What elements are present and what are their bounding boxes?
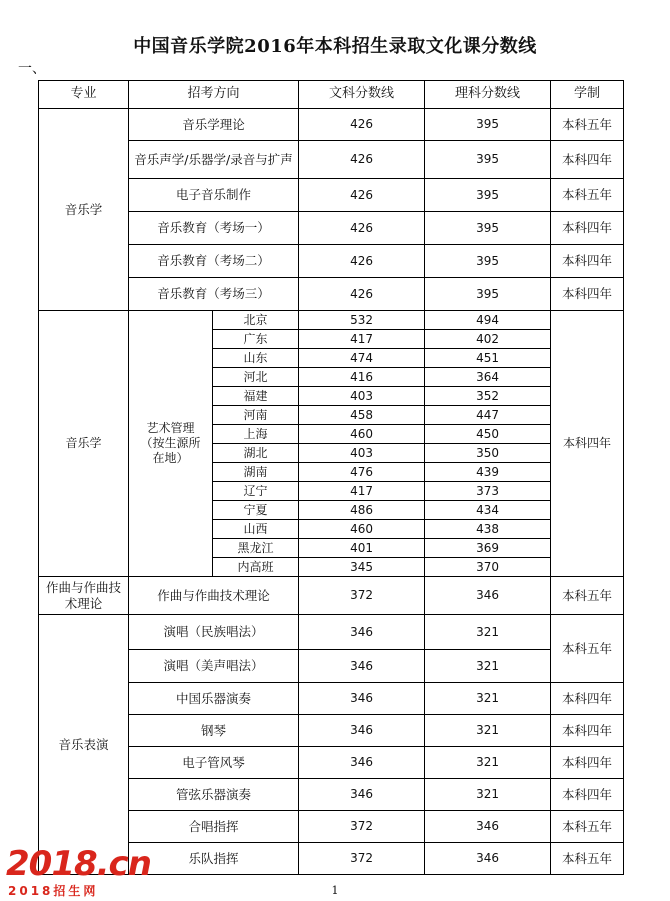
duration-cell: 本科五年 (551, 843, 624, 875)
table-row (39, 577, 624, 615)
science-score-cell: 395 (425, 141, 551, 179)
science-score-cell: 451 (425, 349, 551, 368)
direction-cell: 作曲与作曲技术理论 (129, 577, 299, 615)
science-score-cell: 321 (425, 615, 551, 650)
arts-score-cell: 417 (299, 330, 425, 349)
arts-score-cell: 426 (299, 141, 425, 179)
arts-score-cell: 426 (299, 179, 425, 212)
province-cell: 黑龙江 (213, 539, 299, 558)
direction-cell: 音乐教育（考场三） (129, 278, 299, 311)
direction-cell: 演唱（美声唱法） (129, 650, 299, 683)
province-cell: 广东 (213, 330, 299, 349)
science-score-cell: 450 (425, 425, 551, 444)
header-duration: 学制 (551, 81, 624, 109)
arts-score-cell: 426 (299, 212, 425, 245)
duration-cell: 本科五年 (551, 811, 624, 843)
science-score-cell: 395 (425, 278, 551, 311)
direction-cell: 中国乐器演奏 (129, 683, 299, 715)
arts-score-cell: 476 (299, 463, 425, 482)
science-score-cell: 321 (425, 683, 551, 715)
duration-cell: 本科四年 (551, 311, 624, 577)
arts-score-cell: 346 (299, 715, 425, 747)
direction-cell: 合唱指挥 (129, 811, 299, 843)
province-cell: 湖北 (213, 444, 299, 463)
science-score-cell: 346 (425, 811, 551, 843)
duration-cell: 本科四年 (551, 212, 624, 245)
arts-score-cell: 372 (299, 811, 425, 843)
arts-score-cell: 346 (299, 650, 425, 683)
direction-cell: 音乐教育（考场二） (129, 245, 299, 278)
science-score-cell: 434 (425, 501, 551, 520)
arts-score-cell: 460 (299, 425, 425, 444)
province-cell: 河北 (213, 368, 299, 387)
major-cell: 音乐学 (39, 311, 129, 577)
province-cell: 湖南 (213, 463, 299, 482)
direction-cell: 乐队指挥 (129, 843, 299, 875)
arts-score-cell: 346 (299, 779, 425, 811)
table-row (39, 615, 624, 650)
direction-cell: 演唱（民族唱法） (129, 615, 299, 650)
duration-cell: 本科四年 (551, 683, 624, 715)
province-cell: 山西 (213, 520, 299, 539)
table-row (39, 311, 624, 330)
duration-cell: 本科五年 (551, 615, 624, 683)
major-cell: 音乐表演 (39, 615, 129, 875)
science-score-cell: 447 (425, 406, 551, 425)
watermark-sub-text: 2018招生网 (8, 884, 99, 898)
direction-cell: 音乐学理论 (129, 109, 299, 141)
province-cell: 山东 (213, 349, 299, 368)
arts-score-cell: 426 (299, 278, 425, 311)
science-score-cell: 321 (425, 650, 551, 683)
header-major: 专业 (39, 81, 129, 109)
science-score-cell: 346 (425, 577, 551, 615)
page-title: 中国音乐学院2016年本科招生录取文化课分数线 (133, 36, 537, 57)
direction-cell: 艺术管理（按生源所在地） (129, 311, 213, 577)
header-direction: 招考方向 (129, 81, 299, 109)
science-score-cell: 402 (425, 330, 551, 349)
arts-score-cell: 486 (299, 501, 425, 520)
arts-score-cell: 426 (299, 245, 425, 278)
science-score-cell: 350 (425, 444, 551, 463)
duration-cell: 本科四年 (551, 141, 624, 179)
province-cell: 河南 (213, 406, 299, 425)
arts-score-cell: 403 (299, 387, 425, 406)
arts-score-cell: 403 (299, 444, 425, 463)
table-row (39, 109, 624, 141)
province-cell: 上海 (213, 425, 299, 444)
section-marker: 一、 (18, 61, 46, 77)
admission-score-table (38, 80, 624, 875)
science-score-cell: 373 (425, 482, 551, 501)
science-score-cell: 321 (425, 747, 551, 779)
science-score-cell: 352 (425, 387, 551, 406)
science-score-cell: 395 (425, 245, 551, 278)
science-score-cell: 346 (425, 843, 551, 875)
direction-cell: 管弦乐器演奏 (129, 779, 299, 811)
science-score-cell: 395 (425, 212, 551, 245)
science-score-cell: 438 (425, 520, 551, 539)
duration-cell: 本科五年 (551, 109, 624, 141)
province-cell: 北京 (213, 311, 299, 330)
duration-cell: 本科四年 (551, 278, 624, 311)
science-score-cell: 370 (425, 558, 551, 577)
province-cell: 宁夏 (213, 501, 299, 520)
science-score-cell: 364 (425, 368, 551, 387)
arts-score-cell: 345 (299, 558, 425, 577)
science-score-cell: 494 (425, 311, 551, 330)
duration-cell: 本科五年 (551, 577, 624, 615)
province-cell: 福建 (213, 387, 299, 406)
science-score-cell: 321 (425, 779, 551, 811)
arts-score-cell: 346 (299, 747, 425, 779)
science-score-cell: 395 (425, 179, 551, 212)
arts-score-cell: 401 (299, 539, 425, 558)
arts-score-cell: 346 (299, 683, 425, 715)
province-cell: 内高班 (213, 558, 299, 577)
science-score-cell: 369 (425, 539, 551, 558)
duration-cell: 本科四年 (551, 715, 624, 747)
arts-score-cell: 346 (299, 615, 425, 650)
arts-score-cell: 532 (299, 311, 425, 330)
duration-cell: 本科四年 (551, 779, 624, 811)
arts-score-cell: 460 (299, 520, 425, 539)
direction-cell: 电子音乐制作 (129, 179, 299, 212)
arts-score-cell: 416 (299, 368, 425, 387)
science-score-cell: 395 (425, 109, 551, 141)
arts-score-cell: 372 (299, 843, 425, 875)
page-number: 1 (331, 884, 339, 897)
watermark-logo (6, 846, 166, 898)
duration-cell: 本科四年 (551, 245, 624, 278)
arts-score-cell: 458 (299, 406, 425, 425)
header-science-score: 理科分数线 (425, 81, 551, 109)
watermark-main-text: 2018.cn (6, 844, 151, 884)
arts-score-cell: 426 (299, 109, 425, 141)
arts-score-cell: 474 (299, 349, 425, 368)
science-score-cell: 321 (425, 715, 551, 747)
direction-cell: 音乐声学/乐器学/录音与扩声 (129, 141, 299, 179)
header-row (39, 81, 624, 109)
duration-cell: 本科四年 (551, 747, 624, 779)
arts-score-cell: 372 (299, 577, 425, 615)
major-cell: 音乐学 (39, 109, 129, 311)
direction-cell: 音乐教育（考场一） (129, 212, 299, 245)
province-cell: 辽宁 (213, 482, 299, 501)
direction-cell: 电子管风琴 (129, 747, 299, 779)
major-cell: 作曲与作曲技术理论 (39, 577, 129, 615)
arts-score-cell: 417 (299, 482, 425, 501)
duration-cell: 本科五年 (551, 179, 624, 212)
header-arts-score: 文科分数线 (299, 81, 425, 109)
science-score-cell: 439 (425, 463, 551, 482)
direction-cell: 钢琴 (129, 715, 299, 747)
